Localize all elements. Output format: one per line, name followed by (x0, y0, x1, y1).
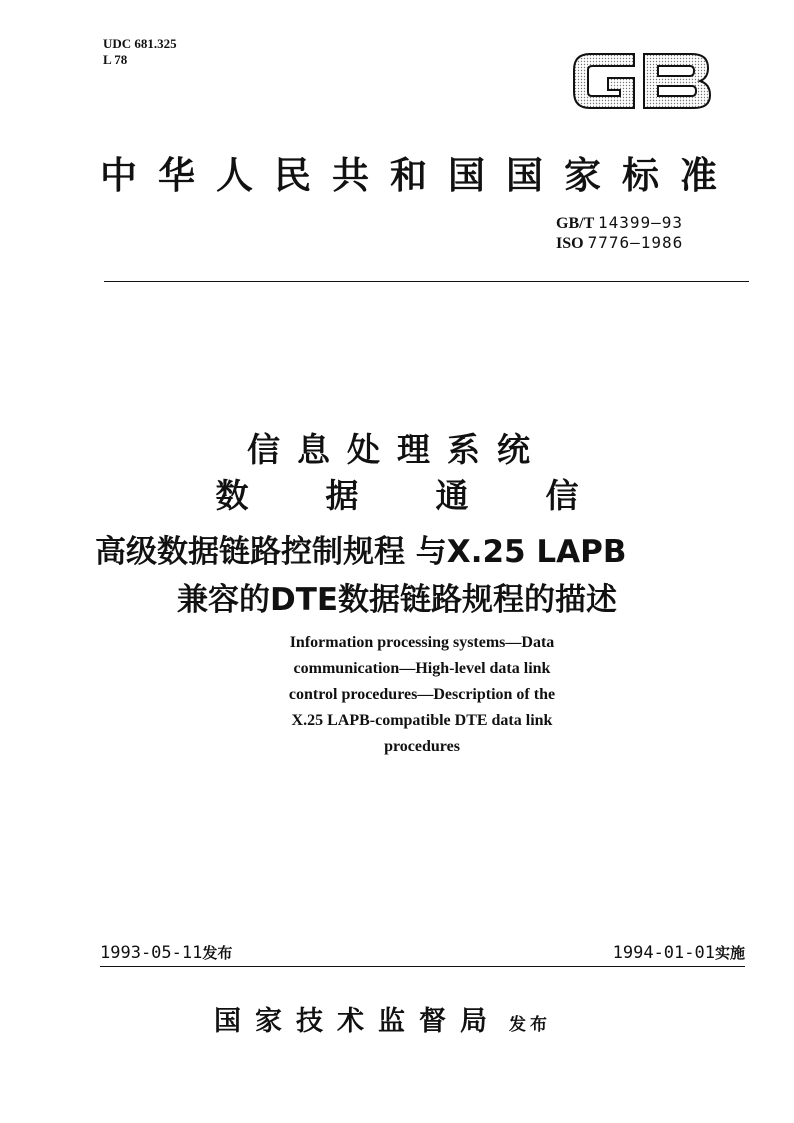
issuer-action: 发布 (509, 1015, 551, 1035)
standard-codes (556, 213, 683, 253)
issue-date-suffix: 发布 (202, 944, 233, 962)
udc-classification (103, 36, 177, 68)
effective-date-suffix: 实施 (714, 944, 745, 962)
title-zh-char: 据 (325, 476, 359, 515)
gb-logo (568, 48, 714, 114)
class-code: L 78 (103, 52, 128, 67)
title-zh-char: 数 (215, 476, 249, 515)
udc-code: UDC 681.325 (103, 36, 177, 51)
iso-code-prefix: ISO (556, 235, 588, 252)
header-divider (104, 281, 749, 282)
iso-code-number: 7776—1986 (587, 233, 684, 252)
gb-code-number: 14399—93 (597, 213, 684, 232)
iso-code (556, 233, 683, 253)
issuer-name: 国家技术监督局 (214, 1006, 501, 1037)
standard-title: 中华人民共和国国家标准 (100, 153, 738, 197)
title-zh-line2 (0, 474, 794, 518)
dates-row (100, 942, 745, 968)
title-en-line: X.25 LAPB-compatible DTE data link (291, 712, 553, 729)
title-zh-line3: 高级数据链路控制规程 与X.25 LAPB (95, 534, 627, 570)
gb-code (556, 213, 683, 233)
effective-date (613, 942, 745, 963)
issue-date (100, 942, 232, 963)
title-zh-char: 信 (545, 476, 579, 515)
title-en-line: communication—High-level data link (293, 660, 551, 677)
title-zh-char: 通 (435, 476, 469, 515)
title-en-line: control procedures—Description of the (288, 686, 556, 703)
title-en-line: procedures (384, 738, 460, 755)
title-zh-line1: 信息处理系统 (247, 430, 547, 469)
issuer (214, 1004, 551, 1043)
gb-logo-icon (568, 48, 714, 114)
title-en-line: Information processing systems—Data (289, 634, 555, 651)
title-en (0, 630, 794, 760)
issue-date-value: 1993-05-11 (100, 943, 203, 963)
effective-date-value: 1994-01-01 (612, 943, 715, 963)
title-zh-line4: 兼容的DTE数据链路规程的描述 (176, 582, 618, 618)
footer-divider (100, 966, 745, 967)
gb-code-prefix: GB/T (556, 215, 598, 232)
